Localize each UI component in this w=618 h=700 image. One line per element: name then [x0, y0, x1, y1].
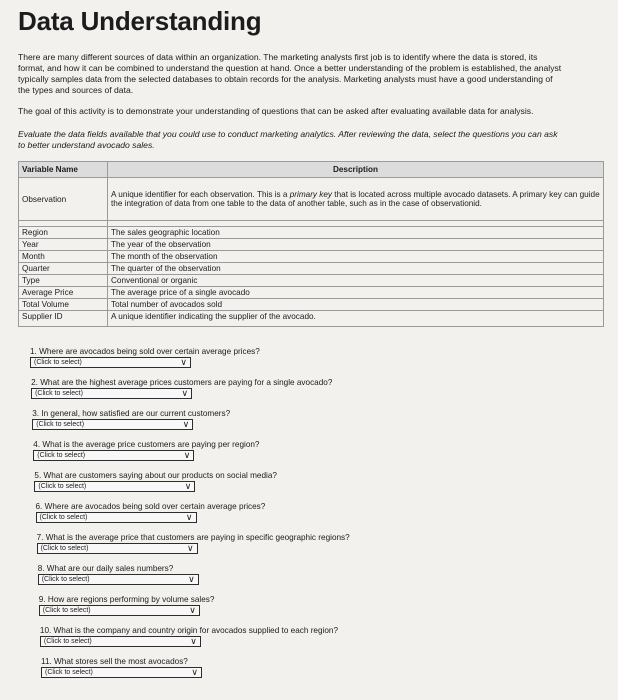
question-item	[34, 471, 598, 492]
dropdown-placeholder: (Click to select)	[34, 359, 82, 366]
questions-list	[18, 347, 598, 678]
answer-dropdown[interactable]	[31, 388, 192, 399]
question-text: 5. What are customers saying about our products on social media?	[34, 471, 277, 480]
variable-name: Month	[19, 251, 108, 263]
instructions-paragraph: Evaluate the data fields available that you could use to conduct marketing analytics. After reviewing the data, select the questions you can ask to better understand avocado sales.	[18, 129, 558, 150]
goal-paragraph: The goal of this activity is to demonstrate your understanding of questions that can be asked after evaluating available data for analysis.	[18, 106, 534, 116]
dropdown-placeholder: (Click to select)	[39, 514, 88, 521]
table-header-row	[19, 162, 604, 178]
variable-description: The year of the observation	[108, 239, 604, 251]
question-item	[30, 347, 598, 368]
variable-name: Supplier ID	[19, 311, 108, 327]
intro-paragraph: There are many different sources of data within an organization. The marketing analysts first job is to identify where the data is stored, its format, and how it can be combined to understand the question at hand. Once a better understanding of the problem is established, the analyst typically samples data from the selected databases to obtain records for the analysis. Marketing analysts must have a good understanding of the types and sources of data.	[18, 52, 562, 95]
variable-name: Region	[19, 227, 108, 239]
chevron-down-icon[interactable]: ∨	[188, 574, 195, 584]
dropdown-placeholder: (Click to select)	[37, 452, 86, 459]
question-text: 6. Where are avocados being sold over certain average prices?	[35, 502, 266, 511]
dropdown-placeholder: (Click to select)	[40, 545, 89, 552]
variable-description: The month of the observation	[108, 251, 604, 263]
table-row	[19, 287, 604, 299]
question-item	[33, 440, 598, 461]
question-item	[41, 657, 598, 678]
question-text: 11. What stores sell the most avocados?	[41, 657, 188, 666]
question-text: 1. Where are avocados being sold over certain average prices?	[30, 347, 260, 356]
question-text: 3. In general, how satisfied are our current customers?	[32, 409, 231, 418]
variable-name: Observation	[19, 178, 108, 221]
question-item	[36, 502, 599, 523]
question-text: 10. What is the company and country origin for avocados supplied to each region?	[39, 626, 339, 635]
dropdown-placeholder: (Click to select)	[36, 421, 85, 428]
question-item	[38, 564, 598, 585]
question-item	[39, 595, 598, 616]
answer-dropdown[interactable]	[32, 419, 193, 430]
question-item	[32, 409, 598, 430]
variable-description: The sales geographic location	[108, 227, 604, 239]
question-item	[37, 533, 598, 554]
chevron-down-icon[interactable]: ∨	[191, 667, 198, 677]
variable-name: Type	[19, 275, 108, 287]
table-row	[19, 239, 604, 251]
chevron-down-icon[interactable]: ∨	[180, 357, 187, 367]
question-text: 7. What is the average price that customers are paying in specific geographic regions?	[36, 533, 350, 542]
variable-description: The average price of a single avocado	[108, 287, 604, 299]
answer-dropdown[interactable]	[39, 605, 200, 616]
column-header-description: Description	[108, 162, 604, 178]
chevron-down-icon[interactable]: ∨	[183, 450, 191, 460]
question-item	[31, 378, 598, 399]
question-item	[40, 626, 598, 647]
variable-name: Average Price	[19, 287, 108, 299]
table-row-observation	[19, 178, 604, 221]
chevron-down-icon[interactable]: ∨	[187, 543, 194, 553]
table-row	[19, 311, 604, 327]
chevron-down-icon[interactable]: ∨	[189, 605, 196, 615]
table-row	[19, 227, 604, 239]
page-title: Data Understanding	[18, 6, 262, 36]
question-text: 4. What is the average price customers are paying per region?	[33, 440, 260, 449]
answer-dropdown[interactable]	[38, 574, 199, 585]
variable-description: A unique identifier indicating the supplier of the avocado.	[108, 311, 604, 327]
answer-dropdown[interactable]	[33, 450, 194, 461]
question-text: 8. What are our daily sales numbers?	[37, 564, 174, 573]
variable-description	[108, 178, 604, 221]
description-text: that is located across multiple avocado datasets. A primary key can guide the integration of data from one table to the data of another table, such as in the case of observationid.	[111, 190, 600, 208]
dropdown-placeholder: (Click to select)	[35, 390, 83, 397]
variable-description: Conventional or organic	[108, 275, 604, 287]
table-row	[19, 251, 604, 263]
dropdown-placeholder: (Click to select)	[38, 483, 87, 490]
variables-table	[18, 161, 604, 327]
answer-dropdown[interactable]	[30, 357, 191, 368]
description-emphasis: primary key	[289, 190, 333, 199]
answer-dropdown[interactable]	[41, 667, 202, 678]
dropdown-placeholder: (Click to select)	[41, 576, 90, 583]
table-row	[19, 263, 604, 275]
dropdown-placeholder: (Click to select)	[45, 669, 93, 676]
dropdown-placeholder: (Click to select)	[43, 638, 92, 645]
chevron-down-icon[interactable]: ∨	[181, 388, 189, 398]
description-text: A unique identifier for each observation. This is a	[111, 190, 290, 199]
chevron-down-icon[interactable]: ∨	[190, 636, 197, 646]
variable-name: Total Volume	[19, 299, 108, 311]
question-text: 2. What are the highest average prices customers are paying for a single avocado?	[31, 378, 333, 387]
answer-dropdown[interactable]	[40, 636, 201, 647]
variable-description: The quarter of the observation	[108, 263, 604, 275]
answer-dropdown[interactable]	[34, 481, 195, 492]
dropdown-placeholder: (Click to select)	[42, 607, 91, 614]
table-row	[19, 299, 604, 311]
variable-name: Year	[19, 239, 108, 251]
answer-dropdown[interactable]	[36, 512, 197, 523]
chevron-down-icon[interactable]: ∨	[184, 481, 192, 491]
column-header-variable-name: Variable Name	[19, 162, 108, 178]
question-text: 9. How are regions performing by volume sales?	[38, 595, 215, 604]
answer-dropdown[interactable]	[37, 543, 198, 554]
variable-name: Quarter	[19, 263, 108, 275]
chevron-down-icon[interactable]: ∨	[185, 512, 193, 522]
chevron-down-icon[interactable]: ∨	[182, 419, 190, 429]
table-row	[19, 275, 604, 287]
variable-description: Total number of avocados sold	[108, 299, 604, 311]
